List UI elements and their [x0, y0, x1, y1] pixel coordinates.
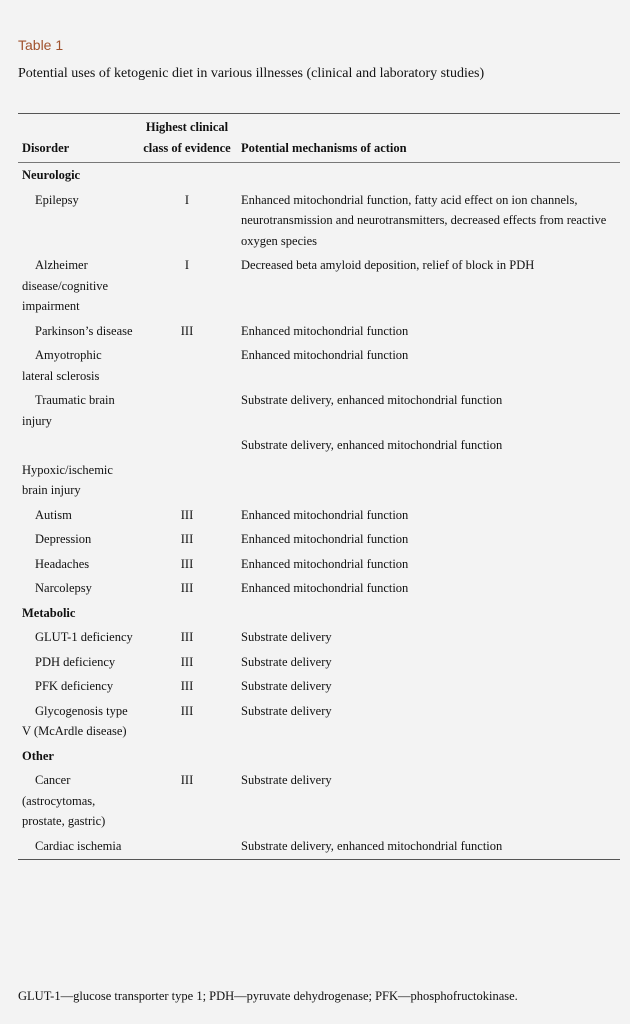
- disorder-cell: Cardiac ischemia: [35, 838, 122, 853]
- evidence-cell: III: [180, 654, 194, 669]
- evidence-cell: III: [180, 581, 194, 595]
- mechanism-cell: Substrate delivery, enhanced mitochondrial function: [241, 393, 503, 407]
- mechanism-cell: Enhanced mitochondrial function: [241, 581, 409, 595]
- section-heading: Neurologic: [22, 168, 81, 182]
- evidence-cell: III: [180, 679, 194, 693]
- mechanism-cell: Substrate delivery: [241, 703, 332, 718]
- mechanism-cell: Enhanced mitochondrial function: [241, 507, 409, 522]
- section-row: [18, 602, 620, 627]
- mechanism-cell: Substrate delivery: [241, 630, 332, 644]
- table-row: [18, 700, 620, 745]
- table-row: [18, 769, 620, 835]
- mechanism-cell: Substrate delivery, enhanced mitochondrial function: [241, 438, 503, 452]
- mechanism-cell: [236, 459, 620, 504]
- table-row: [18, 835, 620, 860]
- evidence-table: [18, 114, 620, 859]
- evidence-cell: III: [180, 323, 194, 338]
- evidence-cell: III: [180, 773, 194, 787]
- disorder-cell: Parkinson’s disease: [35, 323, 133, 338]
- disorder-cell: Hypoxic/ischemic brain injury: [22, 462, 113, 497]
- section-heading: Other: [22, 748, 54, 763]
- disorder-cell: GLUT-1 deficiency: [35, 630, 133, 644]
- evidence-cell: [138, 835, 236, 860]
- disorder-cell: Traumatic brain injury: [22, 393, 115, 428]
- table-row: [18, 651, 620, 676]
- mechanism-cell: Enhanced mitochondrial function, fatty acid effect on ion channels, neurotransmission and neurotransmitters, decreased effects from reactive oxygen species: [241, 192, 607, 248]
- disorder-cell: PDH deficiency: [35, 654, 116, 669]
- mechanism-cell: Enhanced mitochondrial function: [241, 556, 409, 571]
- header-evidence: Highest clinical class of evidence: [138, 114, 236, 163]
- section-heading: Metabolic: [22, 605, 76, 620]
- disorder-cell: Autism: [35, 507, 72, 522]
- header-disorder: Disorder: [18, 114, 138, 163]
- mechanism-cell: Substrate delivery: [241, 654, 332, 669]
- evidence-cell: [138, 459, 236, 504]
- disorder-cell: Epilepsy: [35, 192, 79, 207]
- table-row: [18, 504, 620, 529]
- table-row: [18, 254, 620, 320]
- mechanism-cell: Enhanced mitochondrial function: [241, 348, 409, 362]
- table-row: [18, 553, 620, 578]
- evidence-cell: [138, 434, 236, 459]
- table-row: [18, 675, 620, 700]
- evidence-cell: III: [180, 703, 194, 718]
- evidence-cell: I: [184, 192, 190, 207]
- table-row: [18, 189, 620, 255]
- table-row: [18, 528, 620, 553]
- section-row: [18, 745, 620, 770]
- table-row: [18, 577, 620, 602]
- mechanism-cell: Substrate delivery: [241, 773, 332, 787]
- table-caption: Potential uses of ketogenic diet in various illnesses (clinical and laboratory studies): [18, 66, 485, 81]
- mechanism-cell: Enhanced mitochondrial function: [241, 532, 409, 546]
- disorder-cell: [18, 434, 138, 459]
- disorder-cell: Alzheimer disease/cognitive impairment: [22, 258, 109, 313]
- table-row: [18, 344, 620, 389]
- evidence-cell: III: [180, 532, 194, 546]
- table-label: Table 1: [18, 37, 64, 53]
- header-mechanisms: Potential mechanisms of action: [236, 114, 620, 163]
- disorder-cell: Cancer (astrocytomas, prostate, gastric): [22, 773, 106, 828]
- disorder-cell: Depression: [35, 532, 92, 546]
- table-row: [18, 320, 620, 345]
- evidence-cell: III: [180, 556, 194, 571]
- table-body: [18, 163, 620, 860]
- header-row: [18, 114, 620, 163]
- table-row: [18, 434, 620, 459]
- disorder-cell: Narcolepsy: [35, 581, 92, 595]
- table-container: [18, 113, 620, 860]
- table-footnote: GLUT-1—glucose transporter type 1; PDH—pyruvate dehydrogenase; PFK—phosphofructokinase.: [18, 989, 518, 1003]
- table-row: [18, 626, 620, 651]
- evidence-cell: III: [180, 507, 194, 522]
- evidence-cell: [138, 344, 236, 389]
- section-row: [18, 163, 620, 189]
- disorder-cell: PFK deficiency: [35, 679, 114, 693]
- disorder-cell: Amyotrophic lateral sclerosis: [22, 348, 102, 383]
- mechanism-cell: Substrate delivery, enhanced mitochondrial function: [241, 838, 503, 853]
- evidence-cell: [138, 389, 236, 434]
- mechanism-cell: Decreased beta amyloid deposition, relief of block in PDH: [241, 258, 535, 272]
- disorder-cell: Headaches: [35, 556, 90, 571]
- evidence-cell: I: [184, 258, 190, 272]
- evidence-cell: III: [180, 630, 194, 644]
- table-row: [18, 459, 620, 504]
- mechanism-cell: Substrate delivery: [241, 679, 332, 693]
- disorder-cell: Glycogenosis type V (McArdle disease): [22, 703, 128, 738]
- mechanism-cell: Enhanced mitochondrial function: [241, 323, 409, 338]
- table-row: [18, 389, 620, 434]
